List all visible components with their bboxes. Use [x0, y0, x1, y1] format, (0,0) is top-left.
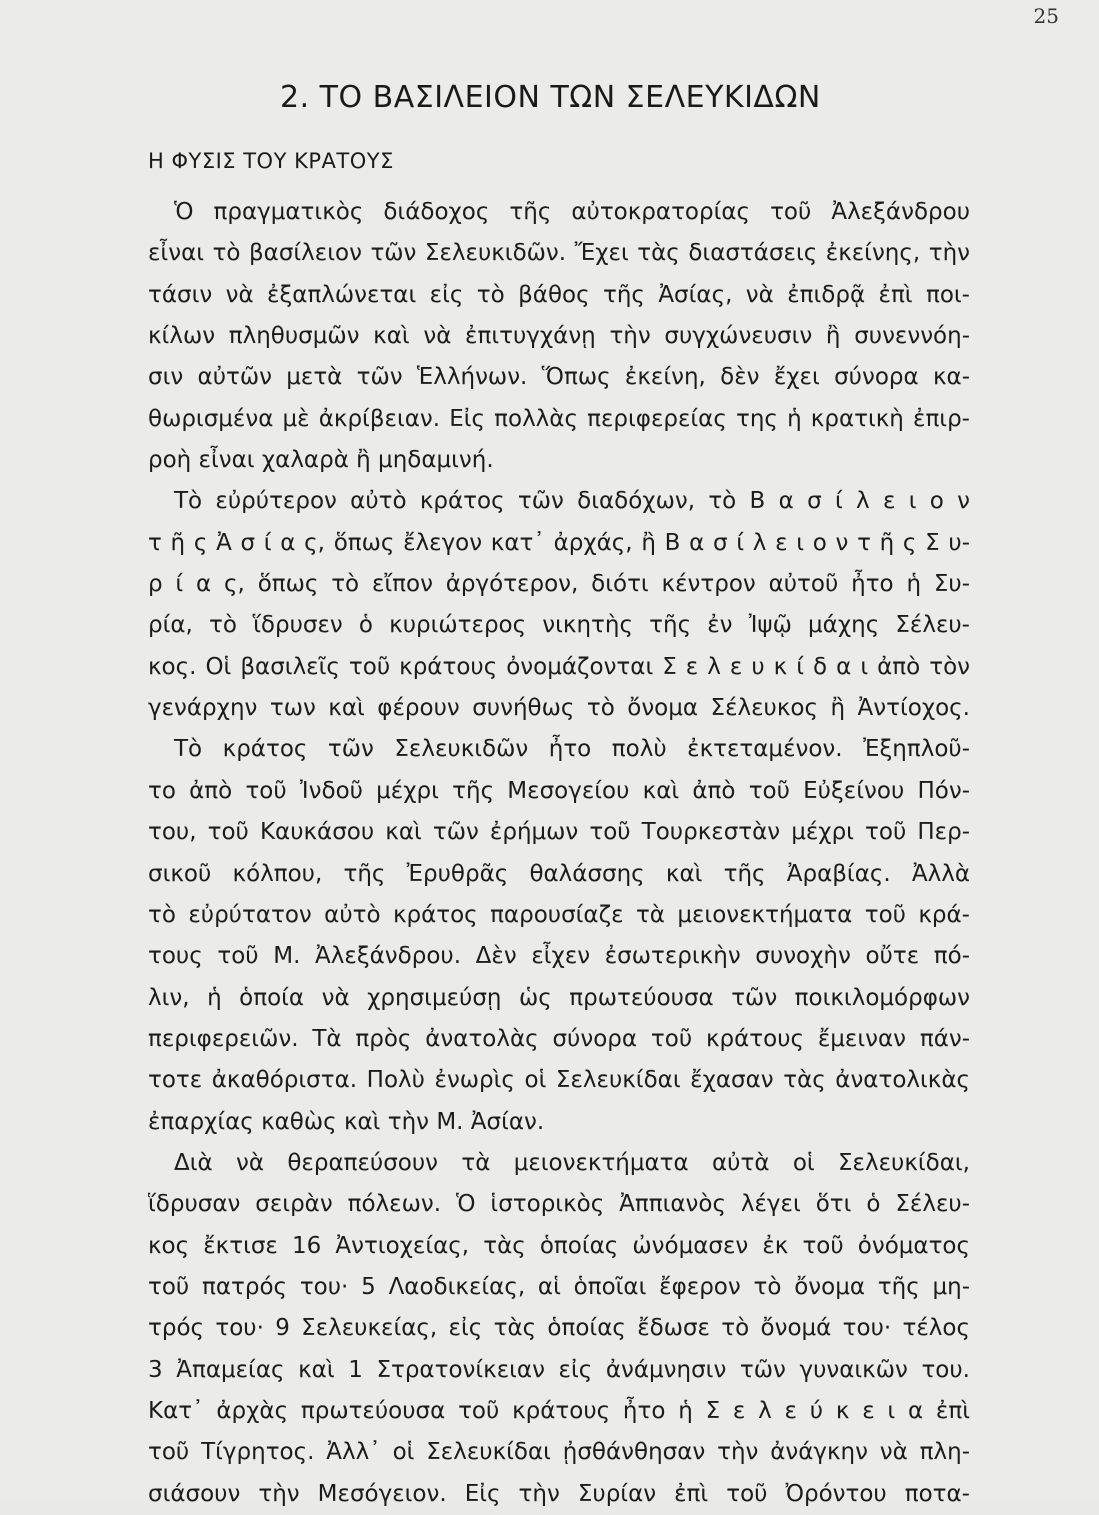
text-line: τοτε ἀκαθόριστα. Πολὺ ἐνωρὶς οἱ Σελευκίδαι ἔχασαν τὰς ἀνατολικὰς	[148, 1067, 970, 1094]
text-line: τ ῆ ς Ἀ σ ί α ς, ὅπως ἔλεγον κατ᾽ ἀρχάς, ἢ Β α σ ί λ ε ι ο ν τ ῆ ς Σ υ-	[148, 529, 970, 556]
text-line: ρία, τὸ ἵδρυσεν ὁ κυριώτερος νικητὴς τῆς ἐν Ἰψῷ μάχης Σέλευ-	[148, 612, 970, 639]
body-text	[148, 192, 970, 1515]
text-line: τὸ εὐρύτατον αὐτὸ κράτος παρουσίαζε τὰ μειονεκτήματα τοῦ κρά-	[148, 901, 970, 928]
text-line: ἐπαρχίας καθὼς καὶ τὴν Μ. Ἀσίαν.	[148, 1108, 545, 1135]
text-line: Διὰ νὰ θεραπεύσουν τὰ μειονεκτήματα αὐτὰ οἱ Σελευκίδαι,	[174, 1149, 970, 1176]
text-line: τους τοῦ Μ. Ἀλεξάνδρου. Δὲν εἶχεν ἐσωτερικὴν συνοχὴν οὔτε πό-	[148, 943, 970, 970]
text-line: ροὴ εἶναι χαλαρὰ ἢ μηδαμινή.	[148, 447, 494, 474]
text-line: σιν αὐτῶν μετὰ τῶν Ἑλλήνων. Ὅπως ἐκείνη, δὲν ἔχει σύνορα κα-	[148, 364, 970, 391]
text-line: κίλων πληθυσμῶν καὶ νὰ ἐπιτυγχάνῃ τὴν συγχώνευσιν ἢ συνεννόη-	[148, 323, 970, 350]
text-line: τοῦ Τίγρητος. Ἀλλ᾽ οἱ Σελευκίδαι ᾐσθάνθησαν τὴν ἀνάγκην νὰ πλη-	[148, 1439, 970, 1466]
text-line: τρός του· 9 Σελευκείας, εἰς τὰς ὁποίας ἔδωσε τὸ ὄνομά του· τέλος	[148, 1315, 970, 1342]
text-line: θωρισμένα μὲ ἀκρίβειαν. Εἰς πολλὰς περιφερείας της ἡ κρατικὴ ἐπιρ-	[148, 405, 970, 432]
text-line: ρ ί α ς, ὅπως τὸ εἴπον ἀργότερον, διότι κέντρον αὐτοῦ ἦτο ἡ Συ-	[148, 571, 970, 598]
chapter-title: 2. ΤΟ ΒΑΣΙΛΕΙΟΝ ΤΩΝ ΣΕΛΕΥΚΙΔΩΝ	[280, 80, 821, 115]
section-heading: Η ΦΥΣΙΣ ΤΟΥ ΚΡΑΤΟΥΣ	[148, 149, 394, 173]
text-line: σιάσουν τὴν Μεσόγειον. Εἰς τὴν Συρίαν ἐπὶ τοῦ Ὀρόντου ποτα-	[148, 1480, 970, 1507]
text-line: σικοῦ κόλπου, τῆς Ἐρυθρᾶς θαλάσσης καὶ τῆς Ἀραβίας. Ἀλλὰ	[148, 860, 970, 887]
text-line: εἶναι τὸ βασίλειον τῶν Σελευκιδῶν. Ἔχει τὰς διαστάσεις ἐκείνης, τὴν	[148, 240, 970, 267]
text-line: Ὁ πραγματικὸς διάδοχος τῆς αὐτοκρατορίας τοῦ Ἀλεξάνδρου	[174, 199, 970, 225]
text-line: Τὸ κράτος τῶν Σελευκιδῶν ἦτο πολὺ ἐκτεταμένον. Ἐξηπλοῦ-	[174, 736, 970, 763]
text-line: του, τοῦ Καυκάσου καὶ τῶν ἐρήμων τοῦ Τουρκεστὰν μέχρι τοῦ Περ-	[148, 819, 970, 846]
text-line: ἵδρυσαν σειρὰν πόλεων. Ὁ ἱστορικὸς Ἀππιανὸς λέγει ὅτι ὁ Σέλευ-	[148, 1191, 970, 1218]
text-line: περιφερειῶν. Τὰ πρὸς ἀνατολὰς σύνορα τοῦ κράτους ἔμειναν πάν-	[148, 1025, 970, 1052]
text-line: τοῦ πατρός του· 5 Λαοδικείας, αἱ ὁποῖαι ἔφερον τὸ ὄνομα τῆς μη-	[148, 1273, 970, 1300]
text-line: τάσιν νὰ ἐξαπλώνεται εἰς τὸ βάθος τῆς Ἀσίας, νὰ ἐπιδρᾷ ἐπὶ ποι-	[148, 281, 970, 308]
text-line: Τὸ εὐρύτερον αὐτὸ κράτος τῶν διαδόχων, τὸ Β α σ ί λ ε ι ο ν	[174, 488, 970, 515]
text-line: γενάρχην των καὶ φέρουν συνήθως τὸ ὄνομα Σέλευκος ἢ Ἀντίοχος.	[148, 695, 970, 722]
text-line: κος. Οἱ βασιλεῖς τοῦ κράτους ὀνομάζονται Σ ε λ ε υ κ ί δ α ι ἀπὸ τὸν	[148, 653, 970, 680]
text-line: Κατ᾽ ἀρχὰς πρωτεύουσα τοῦ κράτους ἦτο ἡ Σ ε λ ε ύ κ ε ι α ἐπὶ	[148, 1397, 970, 1424]
text-line: το ἀπὸ τοῦ Ἰνδοῦ μέχρι τῆς Μεσογείου καὶ ἀπὸ τοῦ Εὐξείνου Πόν-	[148, 777, 970, 804]
text-line: 3 Ἀπαμείας καὶ 1 Στρατονίκειαν εἰς ἀνάμνησιν τῶν γυναικῶν του.	[148, 1356, 970, 1383]
text-line: λιν, ἡ ὁποία νὰ χρησιμεύσῃ ὡς πρωτεύουσα τῶν ποικιλομόρφων	[148, 984, 970, 1011]
text-line: κος ἔκτισε 16 Ἀντιοχείας, τὰς ὁποίας ὠνόμασεν ἐκ τοῦ ὀνόματος	[148, 1232, 970, 1259]
page-number: 25	[1033, 4, 1059, 28]
